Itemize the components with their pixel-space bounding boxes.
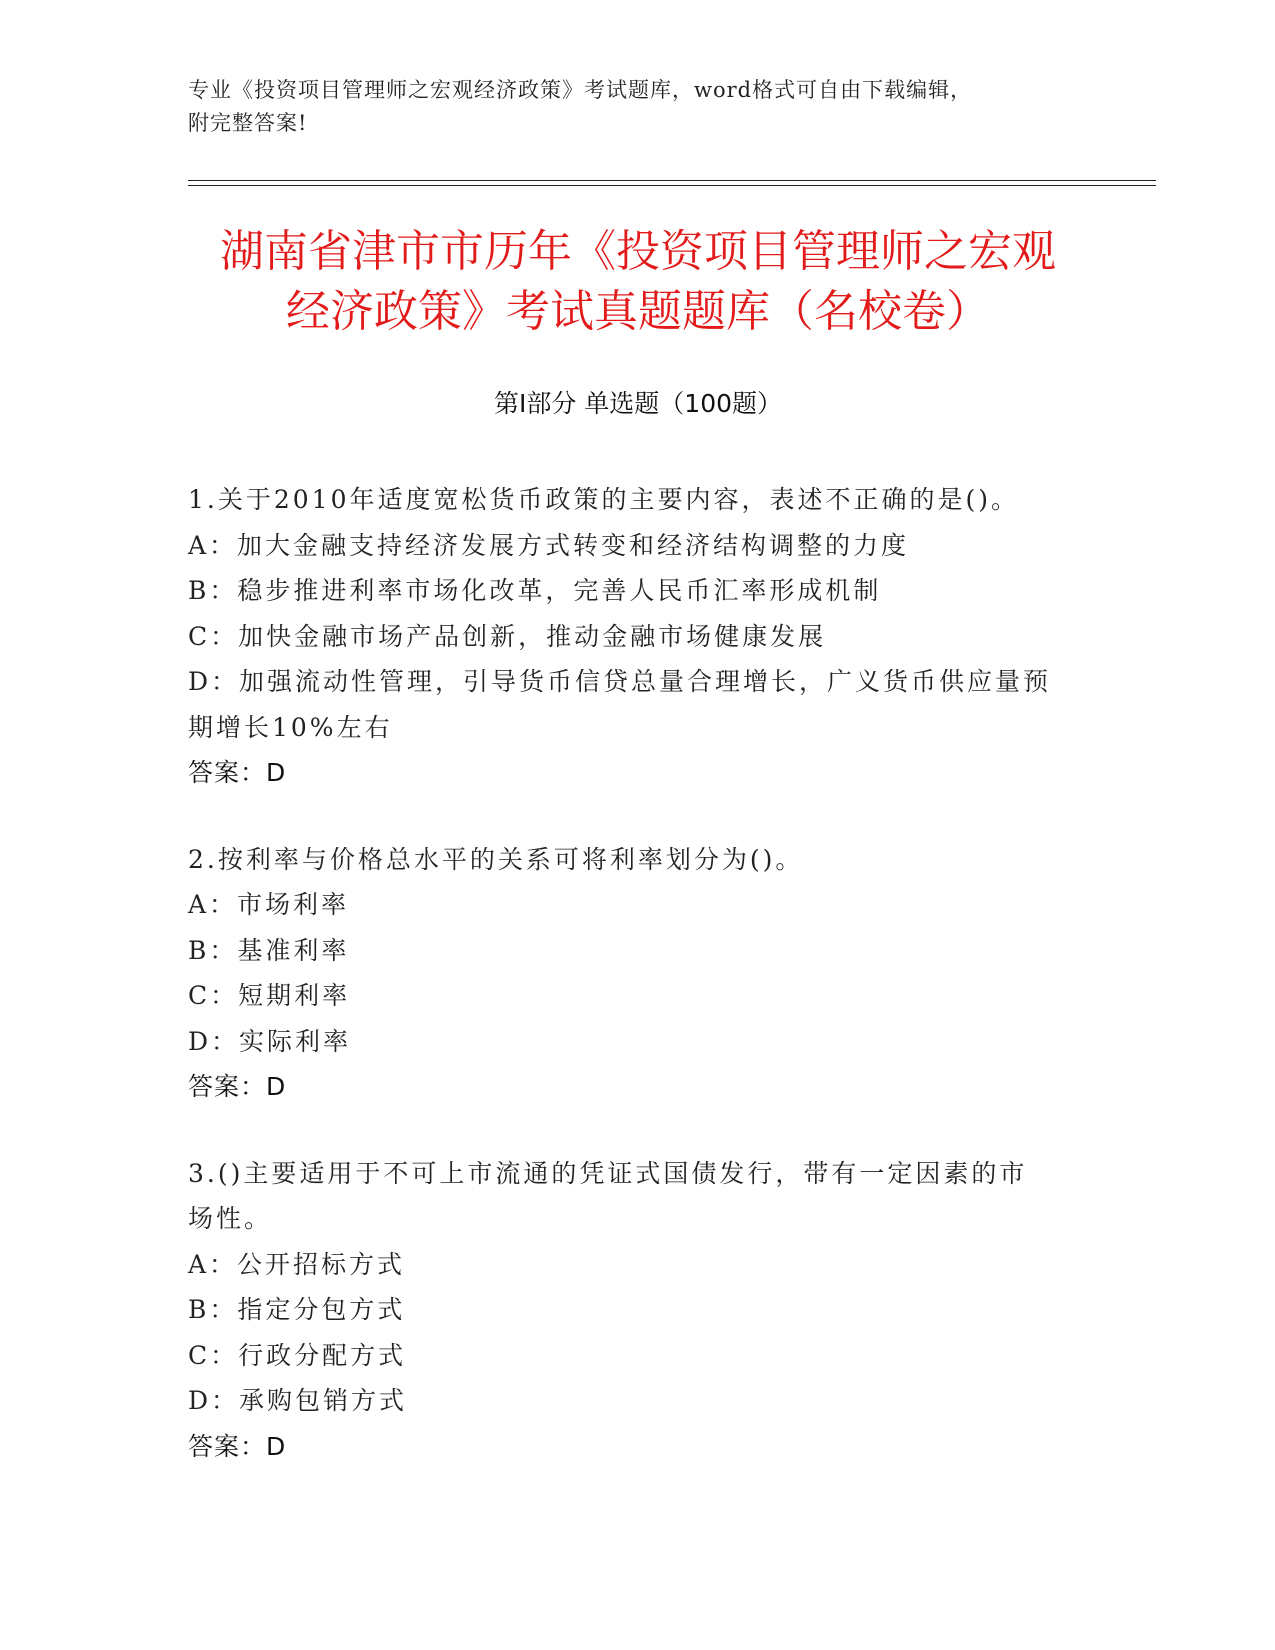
question-stem: 1.关于2010年适度宽松货币政策的主要内容，表述不正确的是()。: [188, 485, 1019, 514]
question-1: [188, 477, 1088, 796]
question-2: [188, 837, 1088, 1110]
title-line1: 湖南省津市市历年《投资项目管理师之宏观: [220, 226, 1056, 277]
option-d: D：加强流动性管理，引导货币信贷总量合理增长，广义货币供应量预: [188, 667, 1052, 696]
option-d: D：承购包销方式: [188, 1386, 408, 1415]
header-divider-top: [188, 180, 1156, 181]
answer: 答案：D: [188, 1072, 287, 1101]
question-stem-continuation: 场性。: [188, 1204, 273, 1233]
option-b: B：指定分包方式: [188, 1295, 406, 1324]
question-stem: 3.()主要适用于不可上市流通的凭证式国债发行，带有一定因素的市: [188, 1158, 1028, 1188]
answer: 答案：D: [188, 758, 287, 787]
header-note: [188, 74, 1088, 140]
option-a: A：市场利率: [188, 890, 350, 919]
header-divider-bottom: [188, 185, 1156, 186]
option-c: C：短期利率: [188, 981, 351, 1010]
header-note-line1: 专业《投资项目管理师之宏观经济政策》考试题库，word格式可自由下载编辑，: [188, 78, 973, 102]
document-title: [188, 222, 1088, 342]
question-stem: 2.按利率与价格总水平的关系可将利率划分为()。: [188, 844, 804, 874]
header-note-line2: 附完整答案!: [188, 111, 308, 135]
option-d-continuation: 期增长10%左右: [188, 712, 393, 742]
option-b: B：稳步推进利率市场化改革，完善人民币汇率形成机制: [188, 576, 882, 605]
option-d: D：实际利率: [188, 1026, 352, 1056]
question-3: [188, 1151, 1088, 1470]
answer: 答案：D: [188, 1431, 287, 1461]
option-c: C：加快金融市场产品创新，推动金融市场健康发展: [188, 621, 827, 651]
option-a: A：公开招标方式: [188, 1249, 406, 1279]
option-c: C：行政分配方式: [188, 1340, 407, 1370]
section-heading: 第Ⅰ部分 单选题（100题）: [493, 389, 783, 418]
option-b: B：基准利率: [188, 935, 350, 965]
title-line2: 经济政策》考试真题题库（名校卷）: [286, 286, 990, 337]
option-a: A：加大金融支持经济发展方式转变和经济结构调整的力度: [188, 530, 910, 560]
question-list: [188, 477, 1088, 1510]
